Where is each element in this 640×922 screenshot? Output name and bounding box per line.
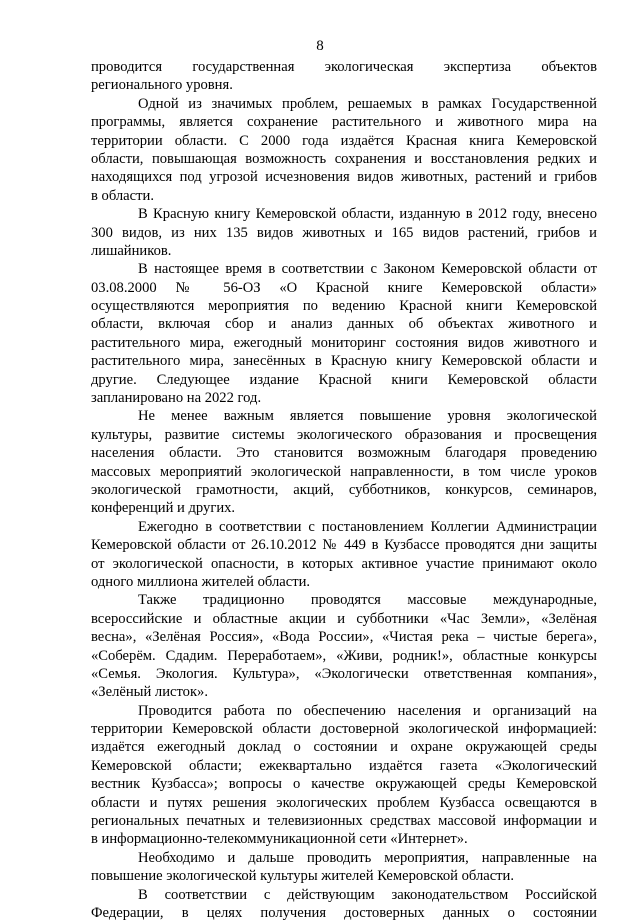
text-line: в области.: [91, 187, 154, 204]
text-line: «Соберём. Сдадим. Переработаем», «Живи, родник!», областные конкурсы: [91, 647, 597, 664]
text-line: регионального уровня.: [91, 77, 233, 94]
text-line: Необходимо и дальше проводить мероприятия, направленные на: [138, 849, 597, 866]
paragraph: [91, 849, 597, 886]
paragraph: [91, 518, 597, 592]
text-line: запланировано на 2022 год.: [91, 390, 262, 407]
text-line: Не менее важным является повышение уровня экологической: [138, 408, 597, 425]
text-line: конференций и других.: [91, 500, 236, 517]
text-line: осуществляются мероприятия по ведению Красной книги Кемеровской: [91, 298, 597, 315]
text-line: Ежегодно в соответствии с постановлением Коллегии Администрации: [138, 518, 597, 535]
text-line: области и путях решения экологических проблем Кузбасса освещаются в: [91, 794, 597, 811]
text-line: культуры, развитие системы экологического образования и просвещения: [91, 426, 597, 443]
paragraph: [91, 591, 597, 701]
text-line: В настоящее время в соответствии с Законом Кемеровской области от: [138, 261, 597, 278]
text-line: находящихся под угрозой исчезновения видов животных, растений и грибов: [91, 169, 597, 186]
text-line: другие. Следующее издание Красной книги Кемеровской области: [91, 371, 597, 388]
text-line: Также традиционно проводятся массовые международные,: [138, 592, 597, 609]
text-line: «Зелёный листок».: [91, 684, 209, 701]
text-line: Федерации, в целях получения достоверных данных о состоянии: [91, 904, 597, 921]
text-line: растительного мира, ежегодный мониторинг состояния видов животного и: [91, 334, 597, 351]
text-line: территории области. С 2000 года издаётся Красная книга Кемеровской: [91, 132, 597, 149]
text-line: всероссийские и областные акции и субботники «Час Земли», «Зелёная: [91, 610, 597, 627]
text-line: одного миллиона жителей области.: [91, 573, 311, 590]
paragraph: [91, 702, 597, 849]
text-line: весна», «Зелёная Россия», «Вода России», «Чистая река – чистые берега»,: [91, 629, 597, 646]
text-line: массовых мероприятий экологической направленности, в том числе уроков: [91, 463, 597, 480]
text-line: В Красную книгу Кемеровской области, изданную в 2012 году, внесено: [138, 206, 597, 223]
paragraph: [91, 260, 597, 407]
paragraph: [91, 205, 597, 260]
text-line: «Семья. Экология. Культура», «Экологически ответственная компания»,: [91, 665, 597, 682]
paragraph: [91, 407, 597, 517]
text-line: Проводится работа по обеспечению населения и организаций на: [138, 702, 597, 719]
paragraph: [91, 58, 597, 95]
text-line: 300 видов, из них 135 видов животных и 165 видов растений, грибов и: [91, 224, 597, 241]
text-line: в информационно-телекоммуникационной сети «Интернет».: [91, 831, 468, 848]
text-line: Кемеровской области; ежеквартально издаётся газета «Экологический: [91, 757, 597, 774]
text-line: вестник Кузбасса»; вопросы о качестве окружающей среды Кемеровской: [91, 776, 597, 793]
paragraph: [91, 886, 597, 922]
text-line: экологической грамотности, акций, субботников, конкурсов, семинаров,: [91, 481, 597, 498]
page-number: 8: [316, 38, 324, 54]
text-line: В соответствии с действующим законодательством Российской: [138, 886, 597, 903]
text-line: населения области. Это становится возможным благодаря проведению: [91, 445, 597, 462]
text-line: области, повышающая возможность сохранения и восстановления редких и: [91, 150, 597, 167]
text-line: издаётся ежегодный доклад о состоянии и охране окружающей среды: [91, 739, 597, 756]
text-line: Одной из значимых проблем, решаемых в рамках Государственной: [138, 95, 597, 112]
text-line: программы, является сохранение растительного и животного мира на: [91, 114, 597, 131]
text-line: области, включая сбор и анализ данных об объектах животного и: [91, 316, 597, 333]
document-body: [91, 58, 597, 922]
text-line: повышение экологической культуры жителей Кемеровской области.: [91, 868, 515, 885]
text-line: лишайников.: [91, 242, 172, 259]
text-line: от экологической опасности, в которых активное участие принимают около: [91, 555, 597, 572]
text-line: территории Кемеровской области достоверной экологической информацией:: [91, 721, 597, 738]
text-line: Кемеровской области от 26.10.2012 № 449 в Кузбассе проводятся дни защиты: [91, 537, 597, 554]
text-line: региональных печатных и телевизионных средствах массовой информации и: [91, 813, 597, 830]
text-line: 03.08.2000 № 56-ОЗ «О Красной книге Кемеровской области»: [91, 279, 597, 296]
text-line: растительного мира, занесённых в Красную книгу Кемеровской области и: [91, 353, 597, 370]
text-line: проводится государственная экологическая экспертиза объектов: [91, 59, 597, 75]
paragraph: [91, 95, 597, 205]
